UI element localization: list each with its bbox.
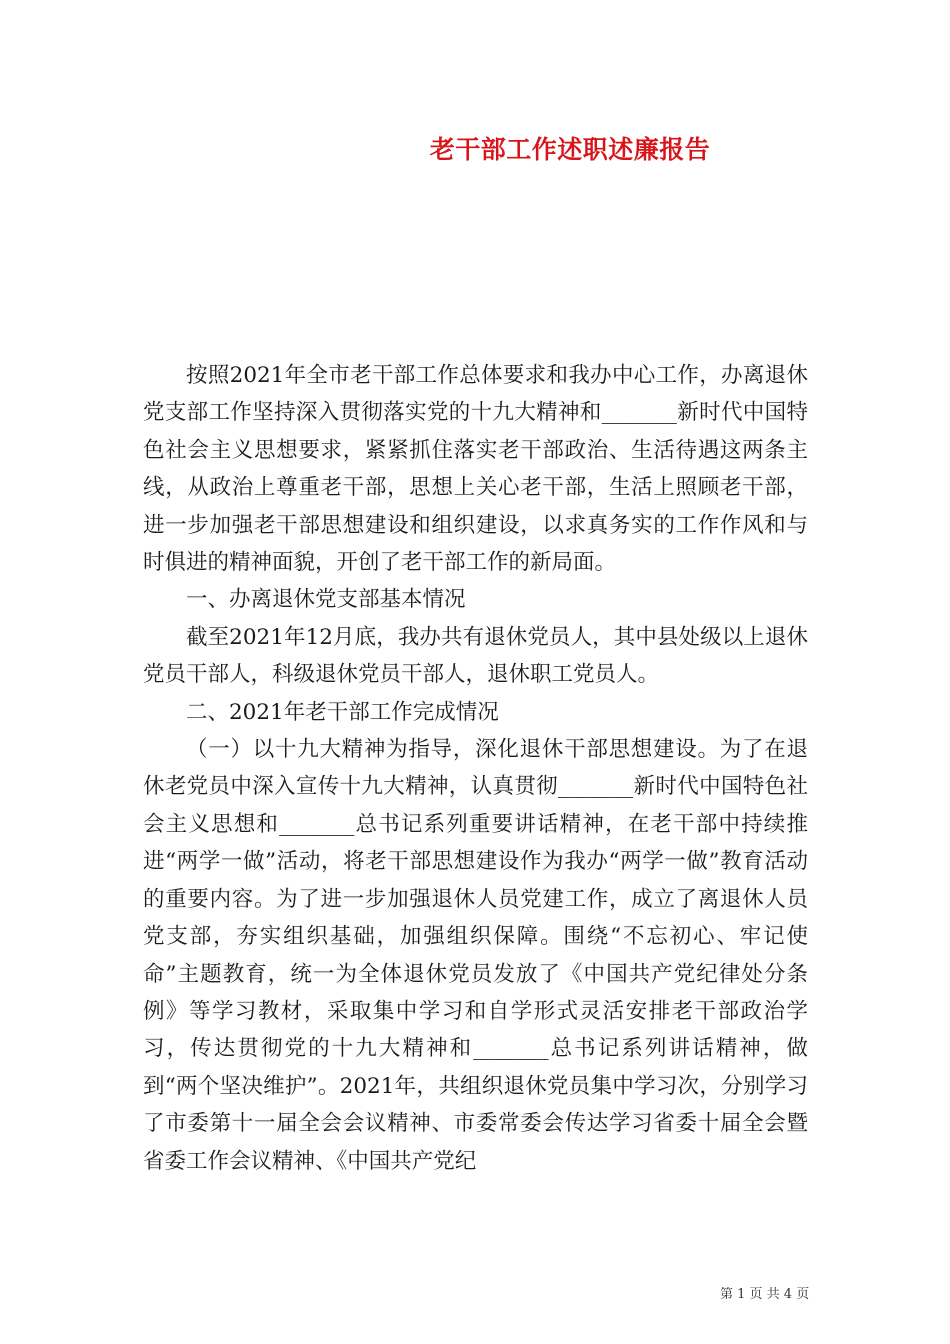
section-heading-2: 二、2021年老干部工作完成情况 (186, 699, 499, 725)
document-title: 老干部工作述职述廉报告 (429, 135, 711, 164)
document-body (143, 357, 808, 1180)
paragraph-thought-building: （一）以十九大精神为指导，深化退休干部思想建设。为了在退休老党员中深入宣传十九大精神，认真贯彻_______新时代中国特色社会主义思想和_______总书记系列重要讲话精神，在老干部中持续推进“两学一做”活动，将老干部思想建设作为我办“两学一做”教育活动的重要内容。为了进一步加强退休人员党建工作，成立了离退休人员党支部，夯实组织基础，加强组织保障。围绕“不忘初心、牢记使命”主题教育，统一为全体退休党员发放了《中国共产党纪律处分条例》等学习教材，采取集中学习和自学形式灵活安排老干部政治学习，传达贯彻党的十九大精神和_______总书记系列讲话精神，做到“两个坚决维护”。2021年，共组织退休党员集中学习次，分别学习了市委第十一届全会会议精神、市委常委会传达学习省委十届全会暨省委工作会议精神、《中国共产党纪 (143, 737, 808, 1174)
paragraph-intro: 按照2021年全市老干部工作总体要求和我办中心工作，办离退休党支部工作坚持深入贯彻落实党的十九大精神和_______新时代中国特色社会主义思想要求，紧紧抓住落实老干部政治、生活待遇这两条主线，从政治上尊重老干部，思想上关心老干部，生活上照顾老干部，进一步加强老干部思想建设和组织建设，以求真务实的工作作风和与时俱进的精神面貌，开创了老干部工作的新局面。 (143, 363, 808, 576)
section-heading-1: 一、办离退休党支部基本情况 (186, 587, 466, 613)
page-number-footer: 第 1 页 共 4 页 (720, 1287, 810, 1302)
paragraph-basic-info: 截至2021年12月底，我办共有退休党员人，其中县处级以上退休党员干部人，科级退休党员干部人，退休职工党员人。 (143, 624, 808, 688)
